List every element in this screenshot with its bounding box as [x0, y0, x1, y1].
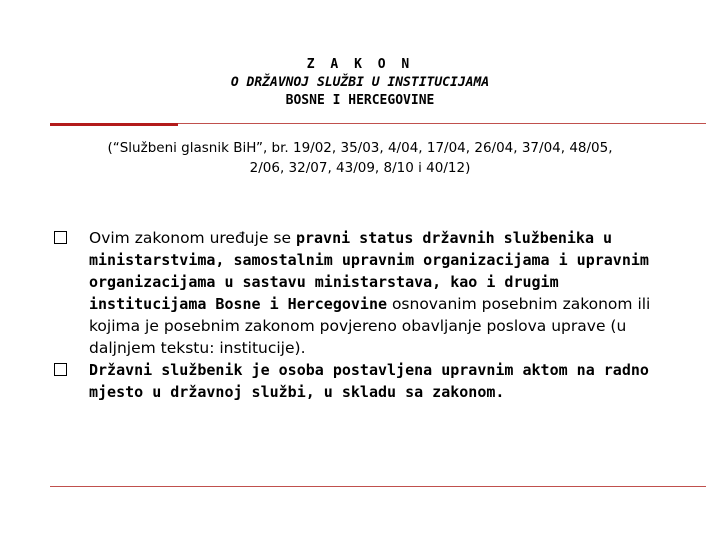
gazette-line-1: (“Službeni glasnik BiH”, br. 19/02, 35/03, 4/04, 17/04, 26/04, 37/04, 48/05, — [107, 140, 613, 156]
bottom-divider — [50, 486, 706, 487]
title-line-country: BOSNE I HERCEGOVINE — [285, 93, 435, 108]
title-line-zakon: Z A K O N — [306, 57, 414, 72]
square-bullet-icon — [54, 231, 67, 244]
bullet-item-definition — [54, 359, 674, 403]
bullet-intro-text: Ovim zakonom uređuje se — [89, 229, 296, 247]
top-divider-accent — [50, 123, 178, 126]
bullet-rest-text: osnovanim posebnim zakonom ili kojima je posebnim zakonom povjereno obavljanje poslova uprave (u daljnjem tekstu: institucije). — [89, 295, 651, 357]
law-title — [0, 56, 720, 110]
gazette-line-2: 2/06, 32/07, 43/09, 8/10 i 40/12) — [249, 160, 471, 176]
bullet-emphasis-text: Državni službenik je osoba postavljena upravnim aktom na radno mjesto u državnoj službi, u skladu sa zakonom. — [89, 361, 649, 401]
bullet-list — [54, 227, 674, 403]
bullet-item-scope — [54, 227, 674, 359]
title-line-subject: O DRŽAVNOJ SLUŽBI U INSTITUCIJAMA — [230, 75, 490, 90]
bullet-emphasis-text: pravni status državnih službenika u ministarstvima, samostalnim upravnim organizacijama i upravnim organizacijama u sastavu ministarstava, kao i drugim institucijama Bosne i Hercegovine — [89, 229, 649, 313]
square-bullet-icon — [54, 363, 67, 376]
gazette-reference — [40, 138, 680, 178]
